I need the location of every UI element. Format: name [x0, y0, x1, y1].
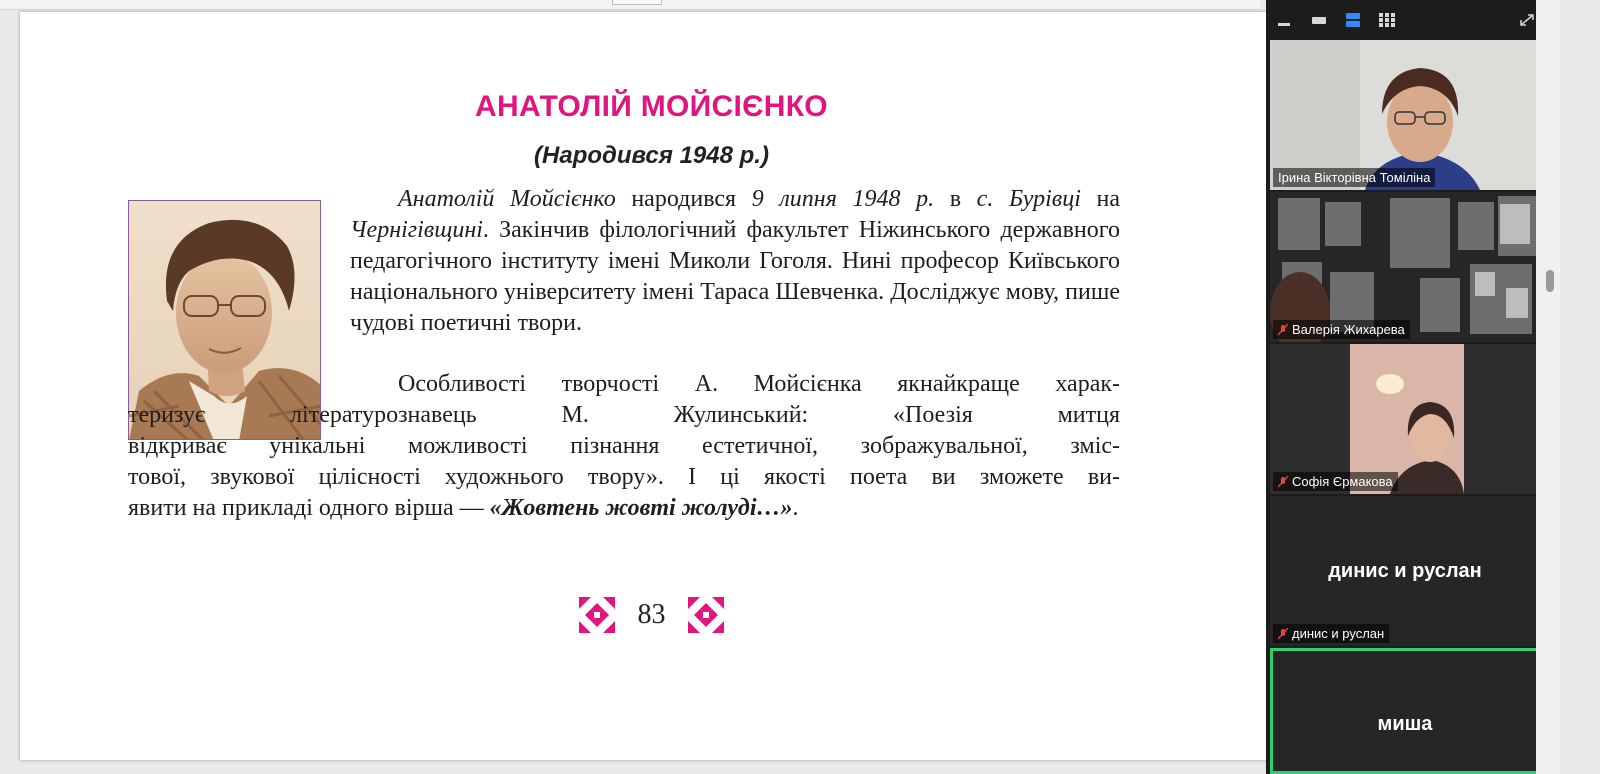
paragraph-line: відкриває унікальні можливості пізнання естетичної, зображувальної, зміс-	[128, 433, 1120, 459]
participant-name: Валерія Жихарева	[1292, 322, 1405, 337]
paragraph-line-last	[128, 493, 1120, 524]
participant-display-name: миша	[1377, 713, 1433, 735]
ornament-right-icon	[688, 597, 724, 633]
paragraph-run: Анатолій Мойсієнко	[398, 186, 616, 212]
fullscreen-icon[interactable]	[1518, 12, 1536, 28]
paragraph-run: народився	[615, 186, 752, 212]
paragraph-run: 9 липня 1948 р.	[751, 186, 935, 212]
participant-display-name: динис и руслан	[1328, 560, 1482, 582]
page-footer	[20, 597, 1283, 633]
ornament-left-icon	[579, 597, 615, 633]
participant-name-tag	[1273, 168, 1435, 187]
participant-tile[interactable]	[1270, 496, 1540, 646]
paragraph-line: Особливості творчості А. Мойсієнка якнайкраще харак-	[398, 371, 1120, 397]
participant-name-tag	[1273, 472, 1398, 491]
paragraph-line: теризує літературознавець М. Жулинський: «Поезія митця	[128, 402, 1120, 428]
paragraph-run: на	[1080, 186, 1121, 212]
top-strip	[0, 0, 1260, 10]
mic-muted-icon	[1278, 476, 1288, 488]
biography-paragraph-2	[128, 369, 1120, 524]
participant-name: Ірина Вікторівна Томіліна	[1278, 170, 1431, 185]
speaker-view-icon[interactable]	[1310, 12, 1328, 28]
paragraph-run: Чернігівщині	[350, 217, 483, 243]
panel-toolbar	[1266, 0, 1548, 40]
minimize-icon[interactable]	[1276, 12, 1294, 28]
paragraph-line-text: явити на прикладі одного вірша —	[128, 495, 490, 521]
paragraph-run: с. Бурівці	[976, 186, 1081, 212]
mic-muted-icon	[1278, 628, 1288, 640]
biography-paragraph-1	[350, 184, 1120, 339]
participant-name: Софія Єрмакова	[1292, 474, 1393, 489]
participant-tile[interactable]	[1270, 192, 1540, 342]
document-title: АНАТОЛІЙ МОЙСІЄНКО	[475, 90, 828, 123]
scrollbar-track[interactable]	[1536, 0, 1560, 774]
video-participants-panel	[1266, 0, 1548, 774]
participant-name-tag	[1273, 624, 1389, 643]
participant-tile[interactable]	[1270, 40, 1540, 190]
scrollbar-thumb[interactable]	[1546, 270, 1554, 292]
top-tab-handle[interactable]	[612, 0, 662, 5]
paragraph-run: . Закінчив філологічний факультет Ніжинського державного педагогічного інституту імені Миколи Гоголя. Нині професор Київського національного університету імені Тараса Шевченка. Досліджує мову, пише чудові поетичні твори.	[350, 217, 1120, 336]
participant-tile[interactable]	[1270, 344, 1540, 494]
participant-tile-active-speaker[interactable]	[1270, 648, 1540, 774]
page-number: 83	[637, 599, 666, 630]
document-subtitle: (Народився 1948 р.)	[534, 142, 769, 169]
gallery-view-icon[interactable]	[1344, 12, 1362, 28]
participant-name: динис и руслан	[1292, 626, 1385, 641]
mic-muted-icon	[1278, 324, 1288, 336]
paragraph-run: в	[934, 186, 977, 212]
grid-view-icon[interactable]	[1378, 12, 1396, 28]
participant-name-tag	[1273, 320, 1410, 339]
paragraph-line: тової, звукової цілісності художнього твору». І ці якості поета ви зможете ви-	[128, 464, 1120, 490]
poem-title-emphasis: «Жовтень жовті жолуді…»	[489, 495, 793, 521]
paragraph-end: .	[792, 495, 799, 521]
document-page	[20, 12, 1283, 760]
